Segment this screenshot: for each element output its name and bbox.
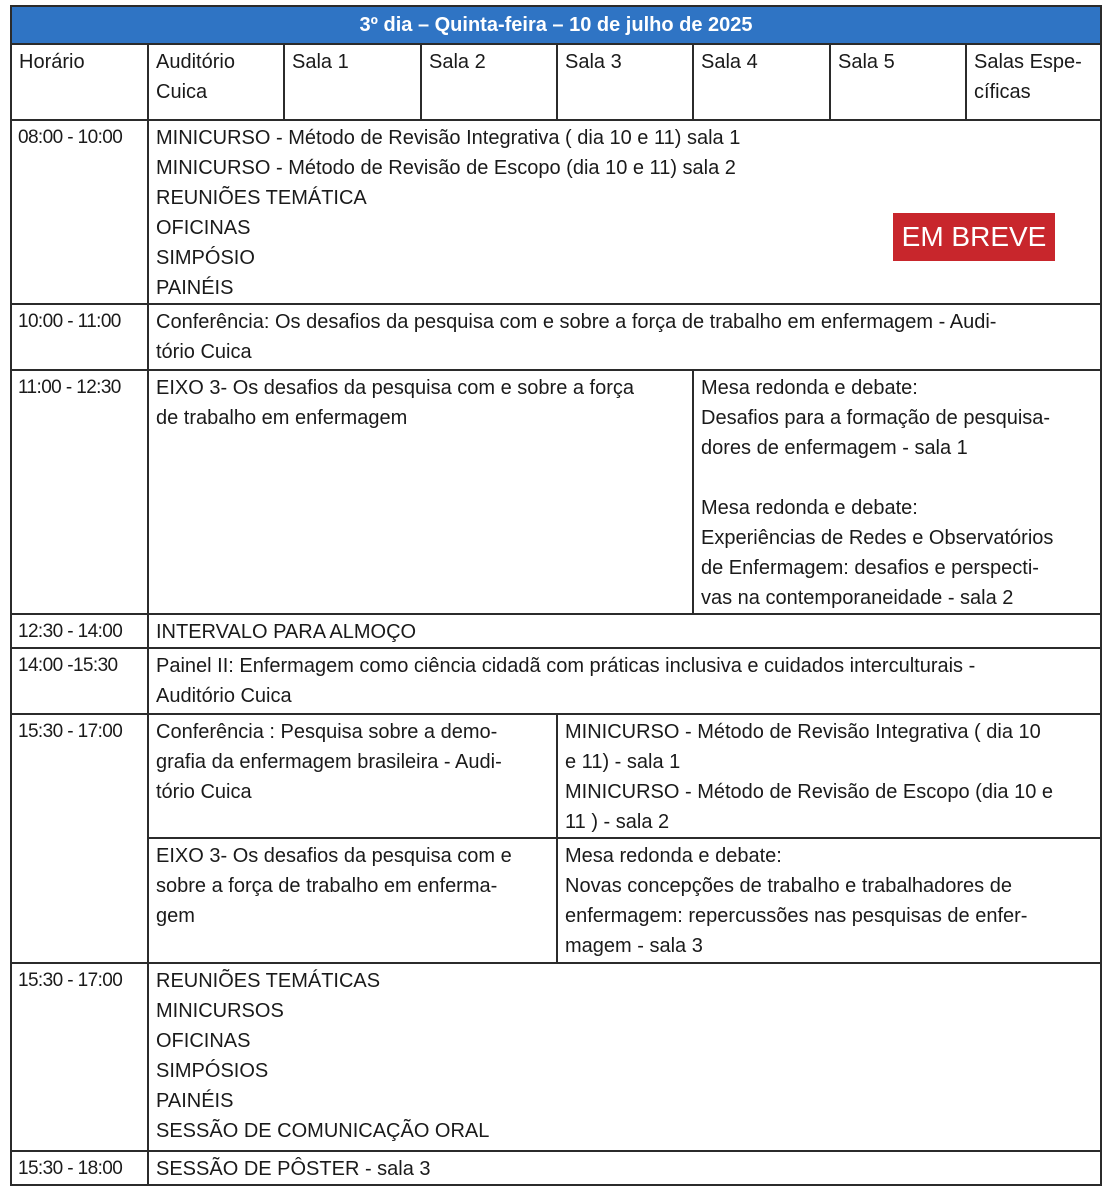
header-especificas-line-1: Salas Espe- bbox=[974, 51, 1082, 73]
session-cell bbox=[148, 1151, 1101, 1185]
session-line: REUNIÕES TEMÁTICA bbox=[156, 187, 367, 209]
session-cell bbox=[148, 963, 1101, 1151]
session-line: REUNIÕES TEMÁTICAS bbox=[156, 970, 381, 992]
session-line: SESSÃO DE PÔSTER - sala 3 bbox=[156, 1158, 431, 1180]
session-line: MINICURSO - Método de Revisão de Escopo (dia 10 e bbox=[565, 781, 1053, 803]
header-salas-especificas bbox=[966, 44, 1101, 120]
session-line: de Enfermagem: desafios e perspecti- bbox=[701, 557, 1039, 579]
session-line: enfermagem: repercussões nas pesquisas de enfer- bbox=[565, 905, 1028, 927]
table-row bbox=[11, 614, 1101, 648]
table-row bbox=[11, 714, 1101, 838]
time-cell: 08:00 - 10:00 bbox=[11, 120, 148, 304]
session-line: magem - sala 3 bbox=[565, 935, 703, 957]
schedule-table bbox=[10, 5, 1102, 1186]
header-auditorio-line-1: Auditório bbox=[156, 51, 235, 73]
session-line: gem bbox=[156, 905, 195, 927]
session-line: sobre a força de trabalho em enferma- bbox=[156, 875, 498, 897]
session-cell bbox=[557, 714, 1101, 838]
session-cell bbox=[148, 838, 557, 963]
time-cell: 15:30 - 17:00 bbox=[11, 963, 148, 1151]
time-cell: 14:00 -15:30 bbox=[11, 648, 148, 714]
header-auditorio bbox=[148, 44, 284, 120]
session-line: Novas concepções de trabalho e trabalhadores de bbox=[565, 875, 1012, 897]
session-line: OFICINAS bbox=[156, 1030, 251, 1052]
session-line: Mesa redonda e debate: bbox=[701, 497, 918, 519]
table-row bbox=[11, 963, 1101, 1151]
session-cell bbox=[148, 304, 1101, 370]
session-cell bbox=[148, 370, 693, 614]
session-cell bbox=[693, 370, 1101, 614]
session-line: MINICURSO - Método de Revisão Integrativa ( dia 10 bbox=[565, 721, 1041, 743]
session-line: Conferência: Os desafios da pesquisa com e sobre a força de trabalho em enfermagem - Audi- bbox=[156, 311, 997, 333]
header-auditorio-line-2: Cuica bbox=[156, 81, 208, 103]
session-line: Conferência : Pesquisa sobre a demo- bbox=[156, 721, 498, 743]
session-line: PAINÉIS bbox=[156, 1090, 234, 1112]
session-cell bbox=[557, 838, 1101, 963]
spacer bbox=[701, 463, 1093, 493]
table-row bbox=[11, 304, 1101, 370]
schedule-title: 3º dia – Quinta-feira – 10 de julho de 2025 bbox=[11, 6, 1101, 44]
session-line: vas na contemporaneidade - sala 2 bbox=[701, 587, 1014, 609]
session-line: tório Cuica bbox=[156, 341, 252, 363]
session-line: Mesa redonda e debate: bbox=[701, 377, 918, 399]
time-cell: 10:00 - 11:00 bbox=[11, 304, 148, 370]
table-row bbox=[11, 370, 1101, 614]
session-cell bbox=[148, 648, 1101, 714]
session-line: EIXO 3- Os desafios da pesquisa com e sobre a força bbox=[156, 377, 635, 399]
session-line: e 11) - sala 1 bbox=[565, 751, 681, 773]
table-row bbox=[11, 120, 1101, 304]
session-line: OFICINAS bbox=[156, 217, 251, 239]
session-line: SIMPÓSIOS bbox=[156, 1060, 269, 1082]
session-line: Auditório Cuica bbox=[156, 685, 292, 707]
table-row bbox=[11, 648, 1101, 714]
session-line: EIXO 3- Os desafios da pesquisa com e bbox=[156, 845, 512, 867]
table-row bbox=[11, 838, 1101, 963]
session-line: MINICURSOS bbox=[156, 1000, 284, 1022]
session-line: tório Cuica bbox=[156, 781, 252, 803]
session-cell bbox=[148, 120, 1101, 304]
header-horario: Horário bbox=[11, 44, 148, 120]
session-line: SESSÃO DE COMUNICAÇÃO ORAL bbox=[156, 1120, 490, 1142]
time-cell: 12:30 - 14:00 bbox=[11, 614, 148, 648]
header-sala-3: Sala 3 bbox=[557, 44, 693, 120]
session-line: MINICURSO - Método de Revisão Integrativa ( dia 10 e 11) sala 1 bbox=[156, 127, 741, 149]
session-line: INTERVALO PARA ALMOÇO bbox=[156, 621, 417, 643]
session-line: Experiências de Redes e Observatórios bbox=[701, 527, 1054, 549]
session-line: PAINÉIS bbox=[156, 277, 234, 299]
time-cell: 15:30 - 17:00 bbox=[11, 714, 148, 963]
header-especificas-line-2: cíficas bbox=[974, 81, 1031, 103]
header-sala-2: Sala 2 bbox=[421, 44, 557, 120]
session-line: Painel II: Enfermagem como ciência cidadã com práticas inclusiva e cuidados interculturais - bbox=[156, 655, 976, 677]
session-line: 11 ) - sala 2 bbox=[565, 811, 670, 833]
session-line: dores de enfermagem - sala 1 bbox=[701, 437, 968, 459]
time-cell: 11:00 - 12:30 bbox=[11, 370, 148, 614]
session-line: MINICURSO - Método de Revisão de Escopo (dia 10 e 11) sala 2 bbox=[156, 157, 736, 179]
table-row bbox=[11, 1151, 1101, 1185]
session-line: Mesa redonda e debate: bbox=[565, 845, 782, 867]
header-sala-4: Sala 4 bbox=[693, 44, 830, 120]
header-sala-1: Sala 1 bbox=[284, 44, 421, 120]
session-line: SIMPÓSIO bbox=[156, 247, 255, 269]
session-cell bbox=[148, 614, 1101, 648]
session-line: Desafios para a formação de pesquisa- bbox=[701, 407, 1051, 429]
time-cell: 15:30 - 18:00 bbox=[11, 1151, 148, 1185]
em-breve-badge: EM BREVE bbox=[893, 213, 1055, 261]
session-line: de trabalho em enfermagem bbox=[156, 407, 408, 429]
session-line: grafia da enfermagem brasileira - Audi- bbox=[156, 751, 502, 773]
header-sala-5: Sala 5 bbox=[830, 44, 966, 120]
session-cell bbox=[148, 714, 557, 838]
